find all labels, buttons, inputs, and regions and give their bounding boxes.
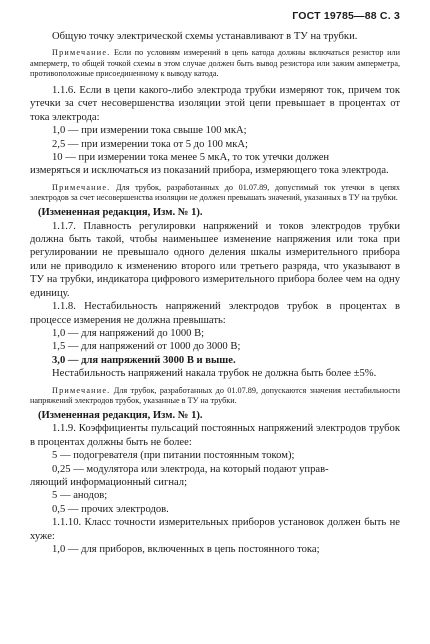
note-lead: Примечание. bbox=[52, 385, 111, 395]
note-lead: Примечание. bbox=[52, 182, 111, 192]
list-item-continuation: ляющий информационный сигнал; bbox=[30, 476, 188, 488]
paragraph: Нестабильность напряжений накала трубок не должна быть более ±5%. bbox=[52, 368, 377, 380]
clause-1-1-6: 1.1.6. Если в цепи какого-либо электрода трубки измеряют ток, причем ток утечки за счет несовершенства изоляции этой цепи превышает в процентах от тока электрода: bbox=[30, 85, 400, 123]
page-header: ГОСТ 19785—88 С. 3 bbox=[292, 10, 400, 22]
list-item: 0,5 — прочих электродов. bbox=[52, 503, 169, 515]
note bbox=[30, 48, 400, 79]
note-text: Для трубок, разработанных до 01.07.89, допускаются значения нестабильности напряжений электродов трубок, указанные в ТУ на трубки. bbox=[30, 385, 400, 405]
note-text: Для трубок, разработанных до 01.07.89, допустимый ток утечки в цепях электродов за счет несовершенства изоляции не должен превышать значений, указанных в ТУ на трубки. bbox=[30, 182, 400, 203]
list-item: 1,5 — для напряжений от 1000 до 3000 В; bbox=[52, 341, 241, 353]
list-item: 2,5 — при измерении тока от 5 до 100 мкА; bbox=[52, 138, 249, 150]
list-item: 3,0 — для напряжений 3000 В и выше. bbox=[52, 354, 236, 366]
amendment-note: (Измененная редакция, Изм. № 1). bbox=[38, 207, 203, 219]
note-lead: Примечание. bbox=[52, 48, 111, 58]
clause-1-1-9: 1.1.9. Коэффициенты пульсаций постоянных напряжений электродов трубок в процентах должны быть не более: bbox=[30, 423, 400, 448]
note-text: Если по условиям измерений в цепь катода должны включаться резистор или амперметр, то общей точкой схемы в этом случае должен быть вывод резистора или зажим амперметра, противоположные присоединенному к выводу катода. bbox=[30, 48, 400, 78]
clause-1-1-8: 1.1.8. Нестабильность напряжений электродов трубок в процентах в процессе измерения не должна превышать: bbox=[30, 301, 400, 326]
note bbox=[30, 183, 400, 203]
document-body bbox=[30, 30, 400, 556]
note bbox=[30, 386, 400, 406]
amendment-note: (Измененная редакция, Изм. № 1). bbox=[38, 409, 203, 421]
list-item: 10 — при измерении тока менее 5 мкА, то ток утечки должен bbox=[52, 152, 330, 164]
list-item: 1,0 — для приборов, включенных в цепь постоянного тока; bbox=[52, 544, 320, 556]
clause-1-1-10: 1.1.10. Класс точности измерительных приборов установок должен быть не хуже: bbox=[30, 517, 400, 542]
list-item-continuation: измеряться и исключаться из показаний прибора, измеряющего тока электрода. bbox=[30, 165, 389, 177]
list-item: 5 — подогревателя (при питании постоянным током); bbox=[52, 450, 295, 462]
clause-1-1-7: 1.1.7. Плавность регулировки напряжений и токов электродов трубки должна быть такой, чтобы наименьшее изменение напряжения или тока при регулировании не превышало одного деления шкалы измерительного прибора или не приводило к изменению второго или третьего разряда, что указывают в ТУ на трубки, индикатора цифрового измерительного прибора более чем на одну единицу. bbox=[30, 220, 400, 299]
list-item: 5 — анодов; bbox=[52, 490, 108, 502]
list-item: 0,25 — модулятора или электрода, на который подают управ- bbox=[52, 463, 329, 475]
list-item: 1,0 — при измерении тока свыше 100 мкА; bbox=[52, 125, 247, 137]
list-item: 1,0 — для напряжений до 1000 В; bbox=[52, 327, 205, 339]
paragraph: Общую точку электрической схемы устанавливают в ТУ на трубки. bbox=[52, 31, 358, 42]
